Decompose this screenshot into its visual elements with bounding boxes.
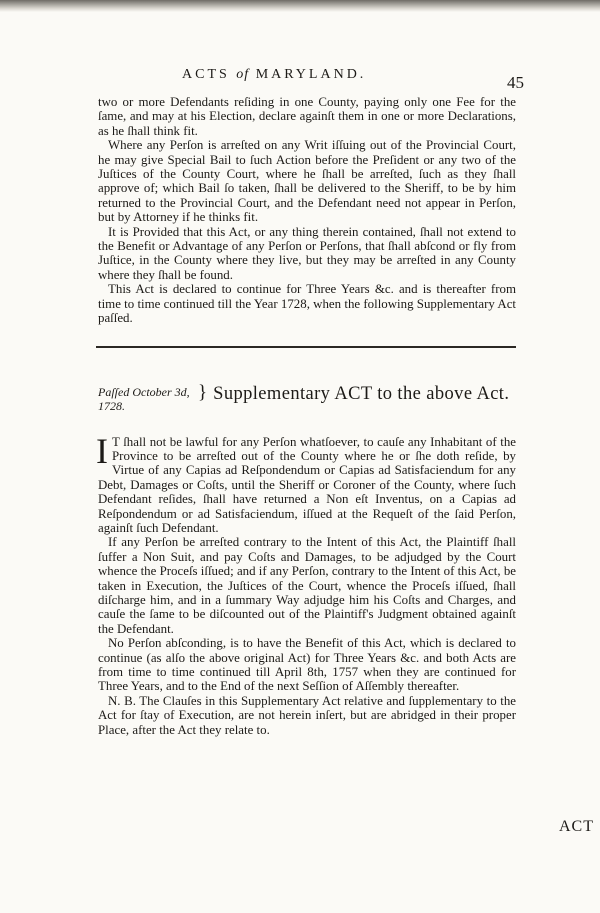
document-page — [96, 55, 524, 737]
catchword: ACT — [559, 818, 594, 835]
scan-top-edge — [0, 0, 600, 12]
paragraph-note: N. B. The Clauſes in this Supplementary Act relative and ſupplementary to the Act for ſtay of Execution, are not herein inſert, but are abridged in their proper Place, after the Act they relate to. — [98, 693, 516, 737]
running-title: ACTS of MARYLAND. — [182, 67, 367, 82]
brace-glyph: } — [198, 381, 208, 403]
act-title: Supplementary ACT to the above Act. — [213, 383, 510, 404]
act-heading — [98, 383, 516, 413]
drop-cap: I — [96, 430, 108, 471]
passed-date: Paſſed October 3d, 1728. — [98, 384, 190, 413]
page-number: 45 — [507, 73, 524, 92]
paragraph-proviso: It is Provided that this Act, or any thing therein contained, ſhall not extend to the Benefit or Advantage of any Perſon or Perſons, that ſhall abſcond or fly from Juſtice, in the County where they live, but they may be arreſted in any County where they ſhall be found. — [98, 224, 516, 282]
paragraph-special-bail: Where any Perſon is arreſted on any Writ iſſuing out of the Provincial Court, he may give Special Bail to ſuch Action before the Preſident or any two of the Juſtices of the County Court, where he ſhall be arreſted, ſuch as they ſhall approve of; which Bail ſo taken, ſhall be delivered to the Sheriff, to be by him returned to the Provincial Court, and the Defendant need not appear in Perſon, but by Attorney if he thinks fit. — [98, 138, 516, 225]
section-divider — [96, 346, 516, 349]
paragraph-continuance: This Act is declared to continue for Three Years &c. and is thereafter from time to time continued till the Year 1728, when the following Supplementary Act paſſed. — [98, 282, 516, 326]
paragraph-act-third: No Perſon abſconding, is to have the Benefit of this Act, which is declared to continue (as alſo the above original Act) for Three Years &c. and both Acts are from time to time continued till April 8th, 1757 when they are continued for Three Years, and to the End of the next Seſſion of Aſſembly thereafter. — [98, 636, 516, 694]
running-head — [98, 55, 524, 95]
paragraph-fee: two or more Defendants reſiding in one County, paying only one Fee for the ſame, and may at his Election, declare againſt them in one or more Declarations, as he ſhall think fit. — [98, 95, 516, 138]
paragraph-act-second: If any Perſon be arreſted contrary to the Intent of this Act, the Plaintiff ſhall ſuffer a Non Suit, and pay Coſts and Damages, to be adjudged by the Court whence the Proceſs iſſued; and if any Perſon, contrary to the Intent of this Act, be taken in Execution, the Juſtices of the Court, whence the Proceſs iſſued, ſhall diſcharge him, and in a ſummary Way adjudge him his Coſts and Charges, and cauſe the ſame to be diſcounted out of the Plaintiff's Judgment obtained againſt the Defendant. — [98, 535, 516, 636]
paragraph-act-first: I T ſhall not be lawful for any Perſon whatſoever, to cauſe any Inhabitant of the Province to be arreſted out of the County where he or ſhe doth reſide, by Virtue of any Capias ad Reſpondendum or Capias ad Satisfaciendum for any Debt, Damages or Coſts, until the Sheriff or Coroner of the County, where ſuch Defendant reſides, ſhall have returned a Non eſt Inventus, on a Capias ad Reſpondendum or ad Satisfaciendum, iſſued at the Requeſt of the ſaid Perſon, againſt ſuch Defendant. — [96, 430, 516, 535]
